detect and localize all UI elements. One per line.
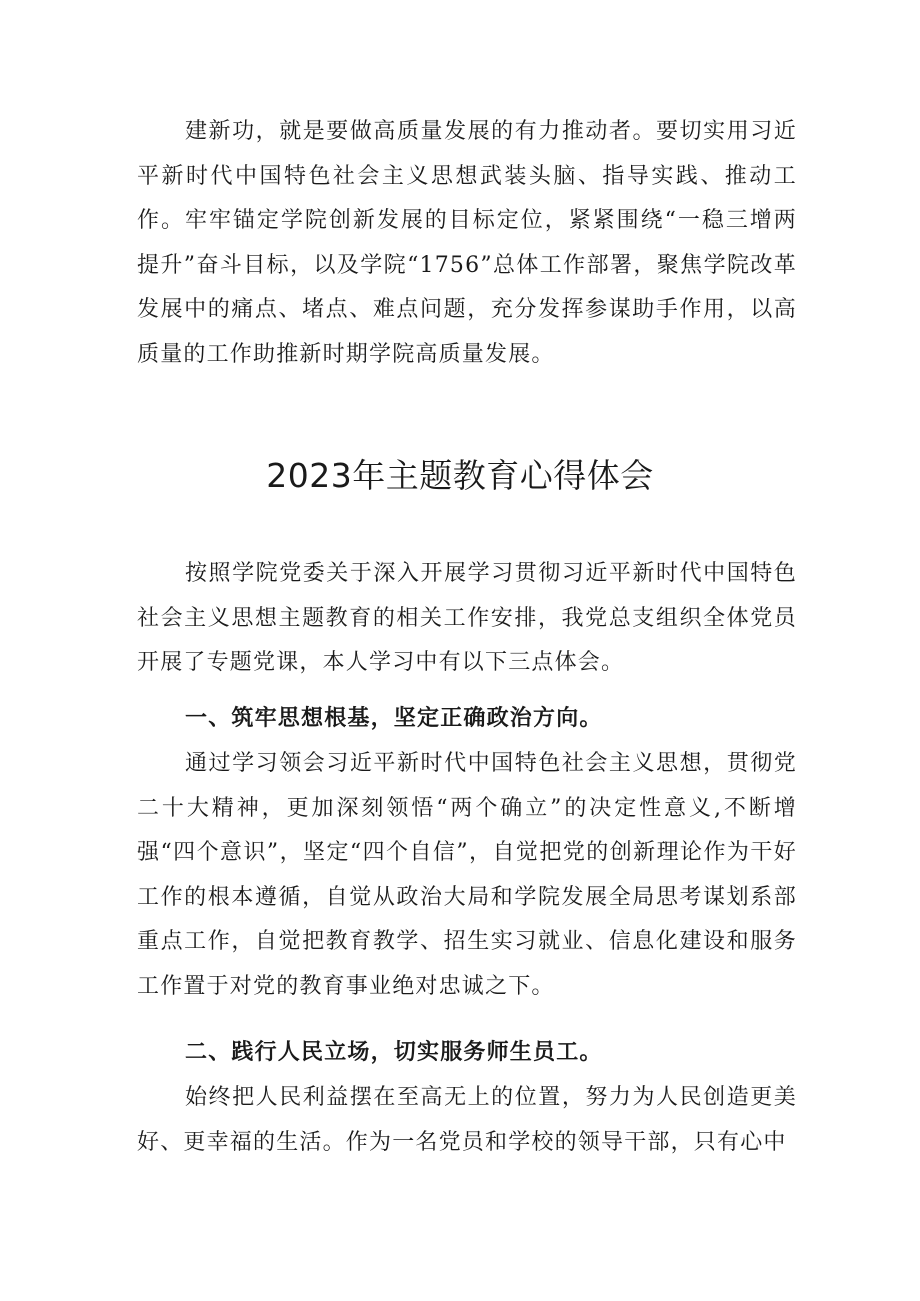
article-title: 2023年主题教育心得体会	[266, 456, 654, 495]
section-body-2: 始终把人民利益摆在至高无上的位置，努力为人民创造更美好、更幸福的生活。作为一名党员和学校的领导干部，只有心中	[137, 1085, 797, 1155]
intro-paragraph: 按照学院党委关于深入开展学习贯彻习近平新时代中国特色社会主义思想主题教育的相关工作安排，我党总支组织全体党员开展了专题党课，本人学习中有以下三点体会。	[137, 561, 797, 675]
section-heading-2: 二、践行人民立场，切实服务师生员工。	[185, 1040, 603, 1065]
continuation-paragraph: 建新功，就是要做高质量发展的有力推动者。要切实用习近平新时代中国特色社会主义思想武装头脑、指导实践、推动工作。牢牢锚定学院创新发展的目标定位，紧紧围绕“一稳三增两提升”奋斗目标，以及学院“1756”总体工作部署，聚焦学院改革发展中的痛点、堵点、难点问题，充分发挥参谋助手作用，以高质量的工作助推新时期学院高质量发展。	[137, 119, 797, 367]
section-heading-1: 一、筑牢思想根基，坚定正确政治方向。	[185, 706, 603, 731]
section-body-1: 通过学习领会习近平新时代中国特色社会主义思想，贯彻党二十大精神，更加深刻领悟“两个确立”的决定性意义,不断增强“四个意识”，坚定“四个自信”，自觉把党的创新理论作为干好工作的根本遵循，自觉从政治大局和学院发展全局思考谋划系部重点工作，自觉把教育教学、招生实习就业、信息化建设和服务工作置于对党的教育事业绝对忠诚之下。	[137, 751, 797, 999]
